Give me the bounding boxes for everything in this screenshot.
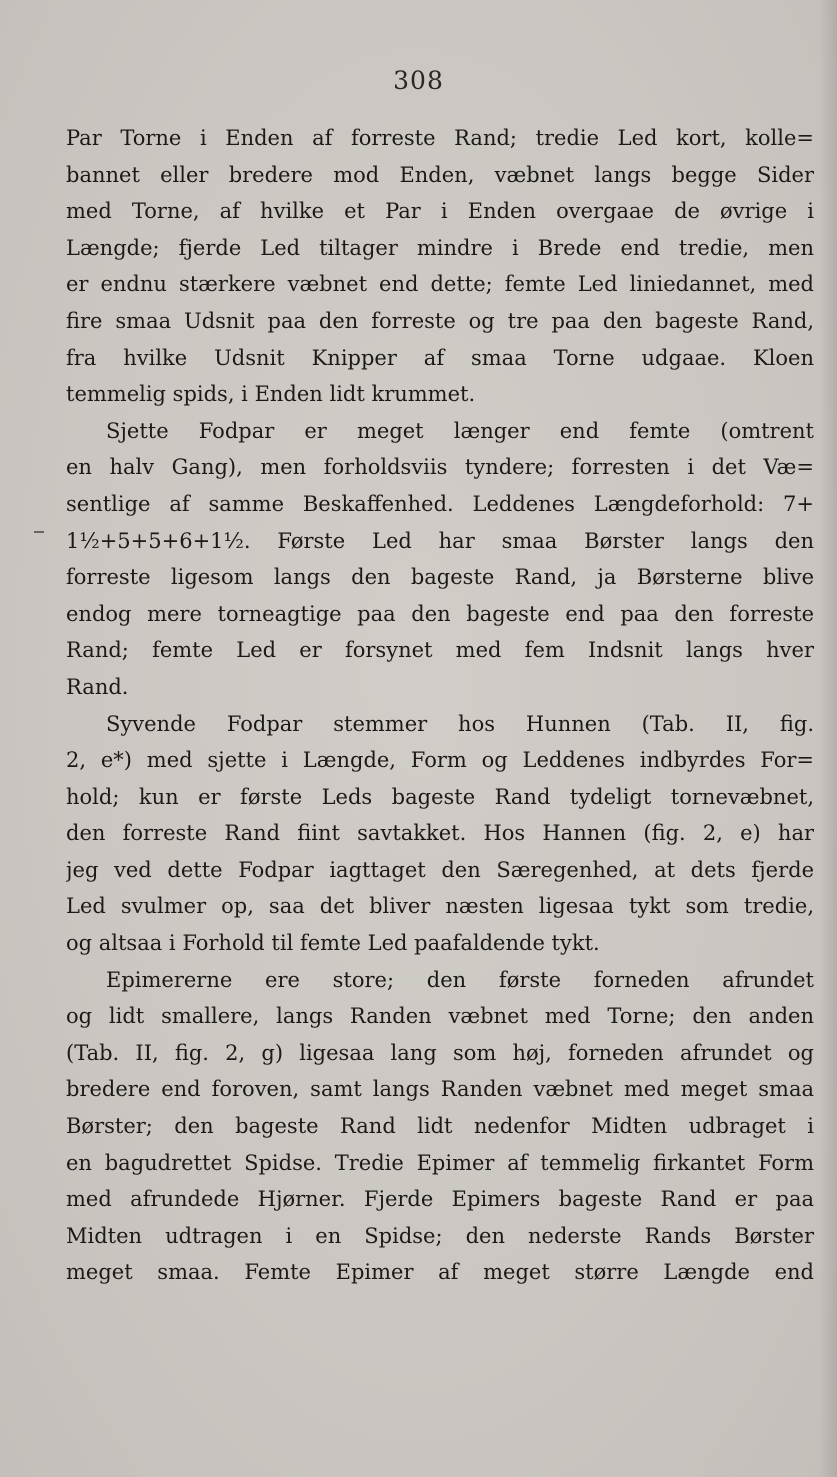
margin-mark: [34, 531, 44, 533]
text-line: fire smaa Udsnit paa den forreste og tre paa den bageste Rand,: [66, 308, 814, 333]
text-line: sentlige af samme Beskaffenhed. Leddenes Længdeforhold: 7+: [66, 491, 814, 516]
page-number: 308: [393, 66, 444, 95]
text-line: og lidt smallere, langs Randen væbnet med Torne; den anden: [66, 1004, 814, 1029]
text-line: 1½+5+5+6+1½. Første Led har smaa Børster langs den: [66, 528, 814, 553]
text-line: (Tab. II, fig. 2, g) ligesaa lang som høj, forneden afrundet og: [66, 1040, 814, 1065]
text-line: endog mere torneagtige paa den bageste end paa den forreste: [66, 601, 814, 626]
text-line: med afrundede Hjørner. Fjerde Epimers bageste Rand er paa: [66, 1187, 814, 1212]
text-line: den forreste Rand fiint savtakket. Hos Hannen (fig. 2, e) har: [66, 821, 814, 846]
text-line: og altsaa i Forhold til femte Led paafaldende tykt.: [66, 931, 600, 956]
text-line: jeg ved dette Fodpar iagttaget den Særegenhed, at dets fjerde: [66, 857, 814, 882]
text-line: bannet eller bredere mod Enden, væbnet langs begge Sider: [66, 162, 814, 187]
text-line: bredere end foroven, samt langs Randen væbnet med meget smaa: [66, 1077, 814, 1102]
text-line: temmelig spids, i Enden lidt krummet.: [66, 382, 476, 407]
paragraph-start-line: Syvende Fodpar stemmer hos Hunnen (Tab. II, fig.: [106, 711, 814, 736]
text-line: Børster; den bageste Rand lidt nedenfor Midten udbraget i: [66, 1114, 814, 1139]
text-line: Længde; fjerde Led tiltager mindre i Brede end tredie, men: [66, 235, 814, 260]
text-line: med Torne, af hvilke et Par i Enden overgaae de øvrige i: [66, 199, 814, 224]
text-line: Par Torne i Enden af forreste Rand; tredie Led kort, kolle=: [66, 126, 814, 150]
page-edge-shadow: [819, 0, 837, 1477]
text-line: Midten udtragen i en Spidse; den nederste Rands Børster: [66, 1223, 814, 1248]
text-line: 2, e*) med sjette i Længde, Form og Leddenes indbyrdes For=: [66, 748, 814, 773]
text-line: fra hvilke Udsnit Knipper af smaa Torne udgaae. Kloen: [66, 345, 814, 370]
text-line: Led svulmer op, saa det bliver næsten ligesaa tykt som tredie,: [66, 894, 814, 919]
text-line: en bagudrettet Spidse. Tredie Epimer af temmelig firkantet Form: [66, 1150, 814, 1175]
text-line: en halv Gang), men forholdsviis tyndere; forresten i det Væ=: [66, 455, 814, 480]
text-line: hold; kun er første Leds bageste Rand tydeligt tornevæbnet,: [66, 784, 814, 809]
paragraph-start-line: Epimererne ere store; den første forneden afrundet: [106, 967, 814, 992]
text-line: Rand.: [66, 674, 129, 699]
text-line: forreste ligesom langs den bageste Rand, ja Børsterne blive: [66, 565, 814, 590]
text-line: er endnu stærkere væbnet end dette; femte Led liniedannet, med: [66, 272, 814, 297]
text-body: [66, 120, 814, 1291]
text-line: Rand; femte Led er forsynet med fem Indsnit langs hver: [66, 638, 814, 663]
text-line: meget smaa. Femte Epimer af meget større Længde end: [66, 1260, 814, 1285]
paragraph-start-line: Sjette Fodpar er meget længer end femte (omtrent: [106, 418, 814, 443]
